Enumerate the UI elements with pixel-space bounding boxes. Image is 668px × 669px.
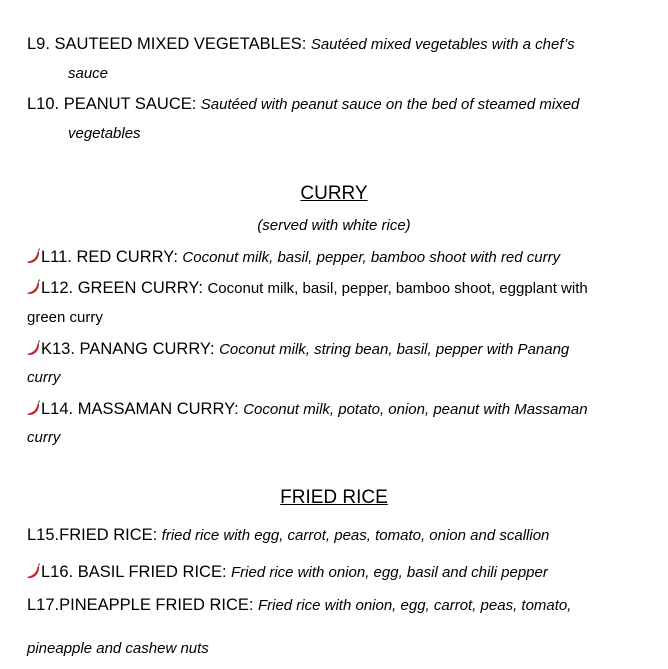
menu-item-l11 — [26, 247, 560, 268]
item-description-cont: curry — [27, 369, 61, 386]
item-description: Coconut milk, string bean, basil, pepper with Panang — [219, 341, 570, 358]
item-name: L16. BASIL FRIED RICE: — [41, 563, 227, 581]
item-name: L11. RED CURRY: — [41, 248, 178, 266]
chili-pepper-icon — [26, 400, 40, 416]
item-description-cont: curry — [27, 429, 61, 446]
item-name: L10. PEANUT SAUCE: — [27, 95, 197, 113]
item-description: Fried rice with onion, egg, basil and chili pepper — [231, 564, 548, 581]
item-name: K13. PANANG CURRY: — [41, 340, 215, 358]
item-description: Coconut milk, potato, onion, peanut with Massaman — [243, 401, 588, 418]
item-name: L12. GREEN CURRY: — [41, 279, 204, 297]
item-name: L15.FRIED RICE: — [27, 526, 158, 544]
item-name: L9. SAUTEED MIXED VEGETABLES: — [27, 35, 307, 53]
item-description: Sautéed with peanut sauce on the bed of steamed mixed — [200, 96, 580, 113]
item-description-cont: green curry — [27, 309, 103, 326]
item-description-cont: pineapple and cashew nuts — [27, 640, 209, 657]
chili-pepper-icon — [26, 340, 40, 356]
menu-item-l14 — [26, 399, 588, 420]
item-description-cont: sauce — [68, 65, 109, 82]
item-description: fried rice with egg, carrot, peas, tomato, onion and scallion — [161, 527, 550, 544]
item-description: Coconut milk, basil, pepper, bamboo shoot with red curry — [182, 249, 561, 266]
section-title-fried-rice: FRIED RICE — [280, 487, 388, 508]
item-name: L17.PINEAPPLE FRIED RICE: — [27, 596, 254, 614]
chili-pepper-icon — [26, 279, 40, 295]
item-name: L14. MASSAMAN CURRY: — [41, 400, 239, 418]
item-description: Coconut milk, basil, pepper, bamboo shoot, eggplant with — [207, 280, 588, 297]
menu-item-k13 — [26, 339, 569, 360]
menu-item-l16 — [26, 562, 548, 583]
menu-item-l9 — [27, 34, 575, 55]
item-description: Sautéed mixed vegetables with a chef’s — [310, 36, 575, 53]
item-description: Fried rice with onion, egg, carrot, peas, tomato, — [257, 597, 572, 614]
chili-pepper-icon — [26, 563, 40, 579]
menu-item-l12 — [26, 278, 588, 299]
chili-pepper-icon — [26, 248, 40, 264]
menu-item-l17 — [27, 595, 571, 616]
menu-item-l15 — [27, 525, 549, 546]
section-subtitle-curry: (served with white rice) — [257, 217, 411, 234]
menu-item-l10 — [27, 94, 579, 115]
item-description-cont: vegetables — [68, 125, 141, 142]
section-title-curry: CURRY — [300, 183, 368, 204]
